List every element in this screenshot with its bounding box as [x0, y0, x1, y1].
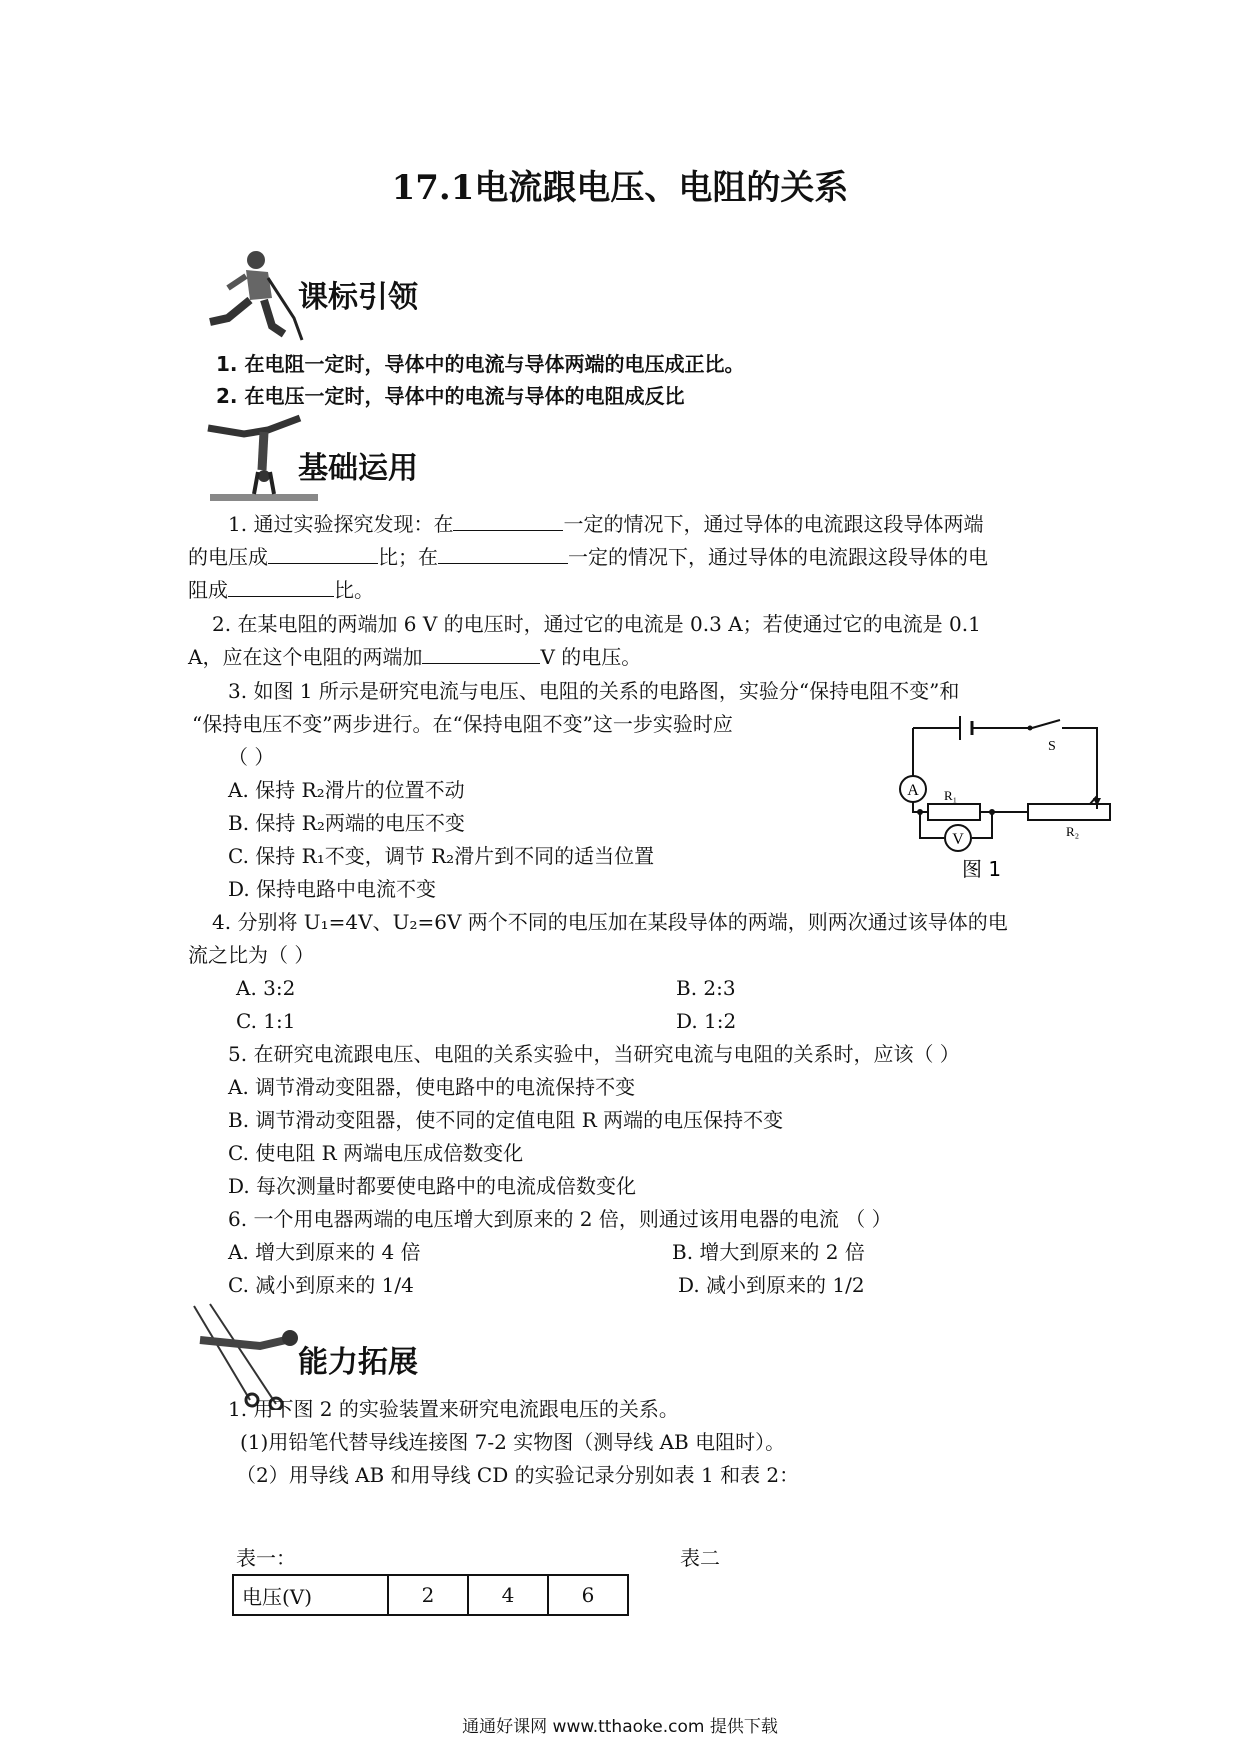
table1-row-label: 电压(V)	[233, 1575, 388, 1615]
r1-resistor	[928, 804, 980, 820]
q2-blank[interactable]	[422, 643, 540, 664]
q1-text-e: 一定的情况下，通过导体的电流跟这段导体的电	[568, 545, 988, 569]
rings-gymnast-icon	[190, 1300, 310, 1410]
q3-option-b[interactable]: B. 保持 R₂两端的电压不变	[228, 811, 465, 835]
q6-option-c[interactable]: C. 减小到原来的 1/4	[228, 1273, 414, 1297]
q1-line3	[188, 576, 374, 604]
q1-blank-3[interactable]	[438, 543, 568, 564]
q3-option-c[interactable]: C. 保持 R₁不变，调节 R₂滑片到不同的适当位置	[228, 844, 655, 868]
q2-line2	[188, 643, 641, 671]
table1	[232, 1574, 629, 1616]
ext-line3: （2）用导线 AB 和用导线 CD 的实验记录分别如表 1 和表 2：	[236, 1463, 800, 1487]
figure1-caption: 图 1	[962, 857, 1002, 881]
q1-text-d: 比；在	[378, 545, 438, 569]
q5-option-d[interactable]: D. 每次测量时都要使电路中的电流成倍数变化	[228, 1174, 637, 1198]
section-title-extension: 能力拓展	[298, 1345, 418, 1380]
table2-label: 表二	[680, 1546, 720, 1570]
goal-1: 1. 在电阻一定时，导体中的电流与导体两端的电压成正比。	[216, 352, 745, 376]
ammeter-label: A	[907, 782, 919, 799]
q4-option-b[interactable]: B. 2:3	[676, 976, 736, 1000]
q5-option-c[interactable]: C. 使电阻 R 两端电压成倍数变化	[228, 1141, 524, 1165]
q3-line1: 3. 如图 1 所示是研究电流与电压、电阻的关系的电路图，实验分“保持电阻不变”和	[228, 679, 960, 703]
ext-line1: 1. 用下图 2 的实验装置来研究电流跟电压的关系。	[228, 1397, 679, 1421]
q1-blank-2[interactable]	[268, 543, 378, 564]
q1-line1	[228, 510, 983, 538]
q1-line2	[188, 543, 988, 571]
q1-text-g: 比。	[334, 578, 374, 602]
q6-option-b[interactable]: B. 增大到原来的 2 倍	[672, 1240, 865, 1264]
q5-option-a[interactable]: A. 调节滑动变阻器，使电路中的电流保持不变	[228, 1075, 636, 1099]
voltmeter-label: V	[952, 831, 964, 848]
table-row	[233, 1575, 628, 1615]
q2-text-a: A，应在这个电阻的两端加	[188, 645, 423, 669]
q4-option-a[interactable]: A. 3:2	[236, 976, 296, 1000]
q5-option-b[interactable]: B. 调节滑动变阻器，使不同的定值电阻 R 两端的电压保持不变	[228, 1108, 784, 1132]
switch-blade	[1032, 720, 1060, 728]
q3-option-d[interactable]: D. 保持电路中电流不变	[228, 877, 437, 901]
q3-line2: “保持电压不变”两步进行。在“保持电阻不变”这一步实验时应	[192, 712, 733, 736]
q1-text-f: 阻成	[188, 578, 228, 602]
r2-label: R₂	[1066, 824, 1080, 839]
section-title-basics: 基础运用	[298, 451, 418, 486]
q4-option-c[interactable]: C. 1:1	[236, 1009, 296, 1033]
page-footer: 通通好课网 www.tthaoke.com 提供下载	[462, 1717, 778, 1737]
section-title-standards: 课标引领	[298, 280, 418, 315]
page-title: 17.1电流跟电压、电阻的关系	[391, 168, 849, 208]
table1-cell: 4	[468, 1575, 548, 1615]
q1-text-a: 1. 通过实验探究发现：在	[228, 512, 454, 536]
q1-text-c: 的电压成	[188, 545, 268, 569]
hockey-player-icon	[198, 248, 308, 348]
q6-line1: 6. 一个用电器两端的电压增大到原来的 2 倍，则通过该用电器的电流 （ ）	[228, 1207, 892, 1231]
table1-label: 表一：	[236, 1546, 296, 1570]
q4-option-d[interactable]: D. 1:2	[676, 1009, 737, 1033]
q4-line2: 流之比为（ ）	[188, 943, 315, 967]
q1-blank-1[interactable]	[453, 510, 563, 531]
table1-cell: 6	[548, 1575, 628, 1615]
q2-text-b: V 的电压。	[540, 645, 642, 669]
q1-blank-4[interactable]	[228, 576, 334, 597]
goal-2: 2. 在电压一定时，导体中的电流与导体的电阻成反比	[216, 384, 685, 408]
r1-label: R₁	[944, 788, 958, 803]
q3-option-a[interactable]: A. 保持 R₂滑片的位置不动	[228, 778, 465, 802]
q1-text-b: 一定的情况下，通过导体的电流跟这段导体两端	[563, 512, 984, 536]
q6-option-d[interactable]: D. 减小到原来的 1/2	[678, 1273, 865, 1297]
q6-option-a[interactable]: A. 增大到原来的 4 倍	[228, 1240, 421, 1264]
switch-label: S	[1048, 739, 1056, 754]
q3-line3: （ ）	[228, 745, 275, 769]
circuit-diagram-figure1	[880, 706, 1120, 884]
q5-line1: 5. 在研究电流跟电压、电阻的关系实验中，当研究电流与电阻的关系时，应该（ ）	[228, 1042, 960, 1066]
table1-cell: 2	[388, 1575, 468, 1615]
q4-line1: 4. 分别将 U₁=4V、U₂=6V 两个不同的电压加在某段导体的两端，则两次通过该导体的电	[212, 910, 1008, 934]
ext-line2: (1)用铅笔代替导线连接图 7-2 实物图（测导线 AB 电阻时）。	[240, 1430, 786, 1454]
q2-line1: 2. 在某电阻的两端加 6 V 的电压时，通过它的电流是 0.3 A；若使通过它的电流是 0.1	[212, 612, 981, 636]
